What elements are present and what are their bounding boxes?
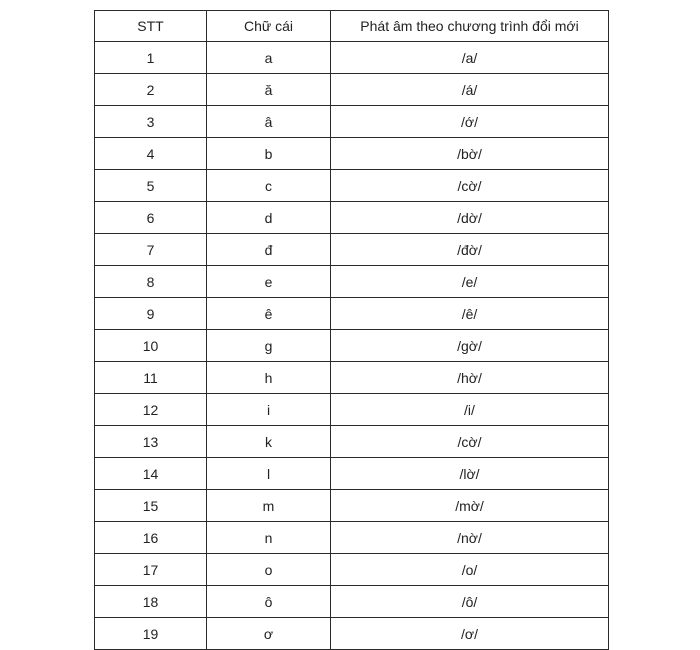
cell-stt: 13	[95, 426, 207, 458]
cell-stt: 19	[95, 618, 207, 650]
cell-pronunciation: /hờ/	[331, 362, 609, 394]
cell-letter: ô	[207, 586, 331, 618]
cell-letter: ơ	[207, 618, 331, 650]
table-row	[95, 522, 609, 554]
cell-stt: 16	[95, 522, 207, 554]
cell-pronunciation: /á/	[331, 74, 609, 106]
table-row	[95, 490, 609, 522]
table-row	[95, 106, 609, 138]
cell-pronunciation: /cờ/	[331, 426, 609, 458]
cell-letter: m	[207, 490, 331, 522]
table-row	[95, 138, 609, 170]
cell-stt: 6	[95, 202, 207, 234]
table-row	[95, 298, 609, 330]
cell-pronunciation: /dờ/	[331, 202, 609, 234]
cell-stt: 17	[95, 554, 207, 586]
cell-letter: ê	[207, 298, 331, 330]
cell-letter: o	[207, 554, 331, 586]
cell-letter: d	[207, 202, 331, 234]
alphabet-table	[94, 10, 609, 650]
cell-stt: 5	[95, 170, 207, 202]
cell-pronunciation: /mờ/	[331, 490, 609, 522]
cell-pronunciation: /ớ/	[331, 106, 609, 138]
table-row	[95, 362, 609, 394]
header-letter: Chữ cái	[207, 11, 331, 42]
alphabet-table-container	[94, 10, 608, 650]
cell-letter: b	[207, 138, 331, 170]
cell-stt: 3	[95, 106, 207, 138]
cell-pronunciation: /ê/	[331, 298, 609, 330]
cell-pronunciation: /lờ/	[331, 458, 609, 490]
table-row	[95, 234, 609, 266]
cell-stt: 9	[95, 298, 207, 330]
cell-pronunciation: /e/	[331, 266, 609, 298]
cell-pronunciation: /gờ/	[331, 330, 609, 362]
table-header	[95, 11, 609, 42]
cell-pronunciation: /ơ/	[331, 618, 609, 650]
table-row	[95, 618, 609, 650]
cell-pronunciation: /ô/	[331, 586, 609, 618]
table-row	[95, 266, 609, 298]
header-row	[95, 11, 609, 42]
table-row	[95, 586, 609, 618]
cell-pronunciation: /nờ/	[331, 522, 609, 554]
cell-stt: 4	[95, 138, 207, 170]
table-row	[95, 330, 609, 362]
cell-stt: 8	[95, 266, 207, 298]
cell-letter: n	[207, 522, 331, 554]
cell-stt: 10	[95, 330, 207, 362]
table-row	[95, 458, 609, 490]
cell-stt: 1	[95, 42, 207, 74]
cell-stt: 7	[95, 234, 207, 266]
cell-pronunciation: /i/	[331, 394, 609, 426]
cell-letter: h	[207, 362, 331, 394]
table-row	[95, 170, 609, 202]
cell-pronunciation: /a/	[331, 42, 609, 74]
cell-letter: e	[207, 266, 331, 298]
cell-pronunciation: /đờ/	[331, 234, 609, 266]
cell-pronunciation: /o/	[331, 554, 609, 586]
header-stt: STT	[95, 11, 207, 42]
cell-letter: đ	[207, 234, 331, 266]
cell-stt: 2	[95, 74, 207, 106]
cell-letter: k	[207, 426, 331, 458]
header-pronunciation: Phát âm theo chương trình đổi mới	[331, 11, 609, 42]
table-row	[95, 426, 609, 458]
cell-letter: g	[207, 330, 331, 362]
cell-stt: 18	[95, 586, 207, 618]
table-row	[95, 74, 609, 106]
table-row	[95, 554, 609, 586]
cell-pronunciation: /bờ/	[331, 138, 609, 170]
cell-letter: a	[207, 42, 331, 74]
cell-letter: â	[207, 106, 331, 138]
cell-letter: ă	[207, 74, 331, 106]
table-row	[95, 42, 609, 74]
cell-letter: l	[207, 458, 331, 490]
cell-letter: i	[207, 394, 331, 426]
table-row	[95, 394, 609, 426]
cell-letter: c	[207, 170, 331, 202]
cell-stt: 12	[95, 394, 207, 426]
cell-stt: 11	[95, 362, 207, 394]
cell-stt: 14	[95, 458, 207, 490]
table-body	[95, 42, 609, 650]
cell-pronunciation: /cờ/	[331, 170, 609, 202]
table-row	[95, 202, 609, 234]
cell-stt: 15	[95, 490, 207, 522]
